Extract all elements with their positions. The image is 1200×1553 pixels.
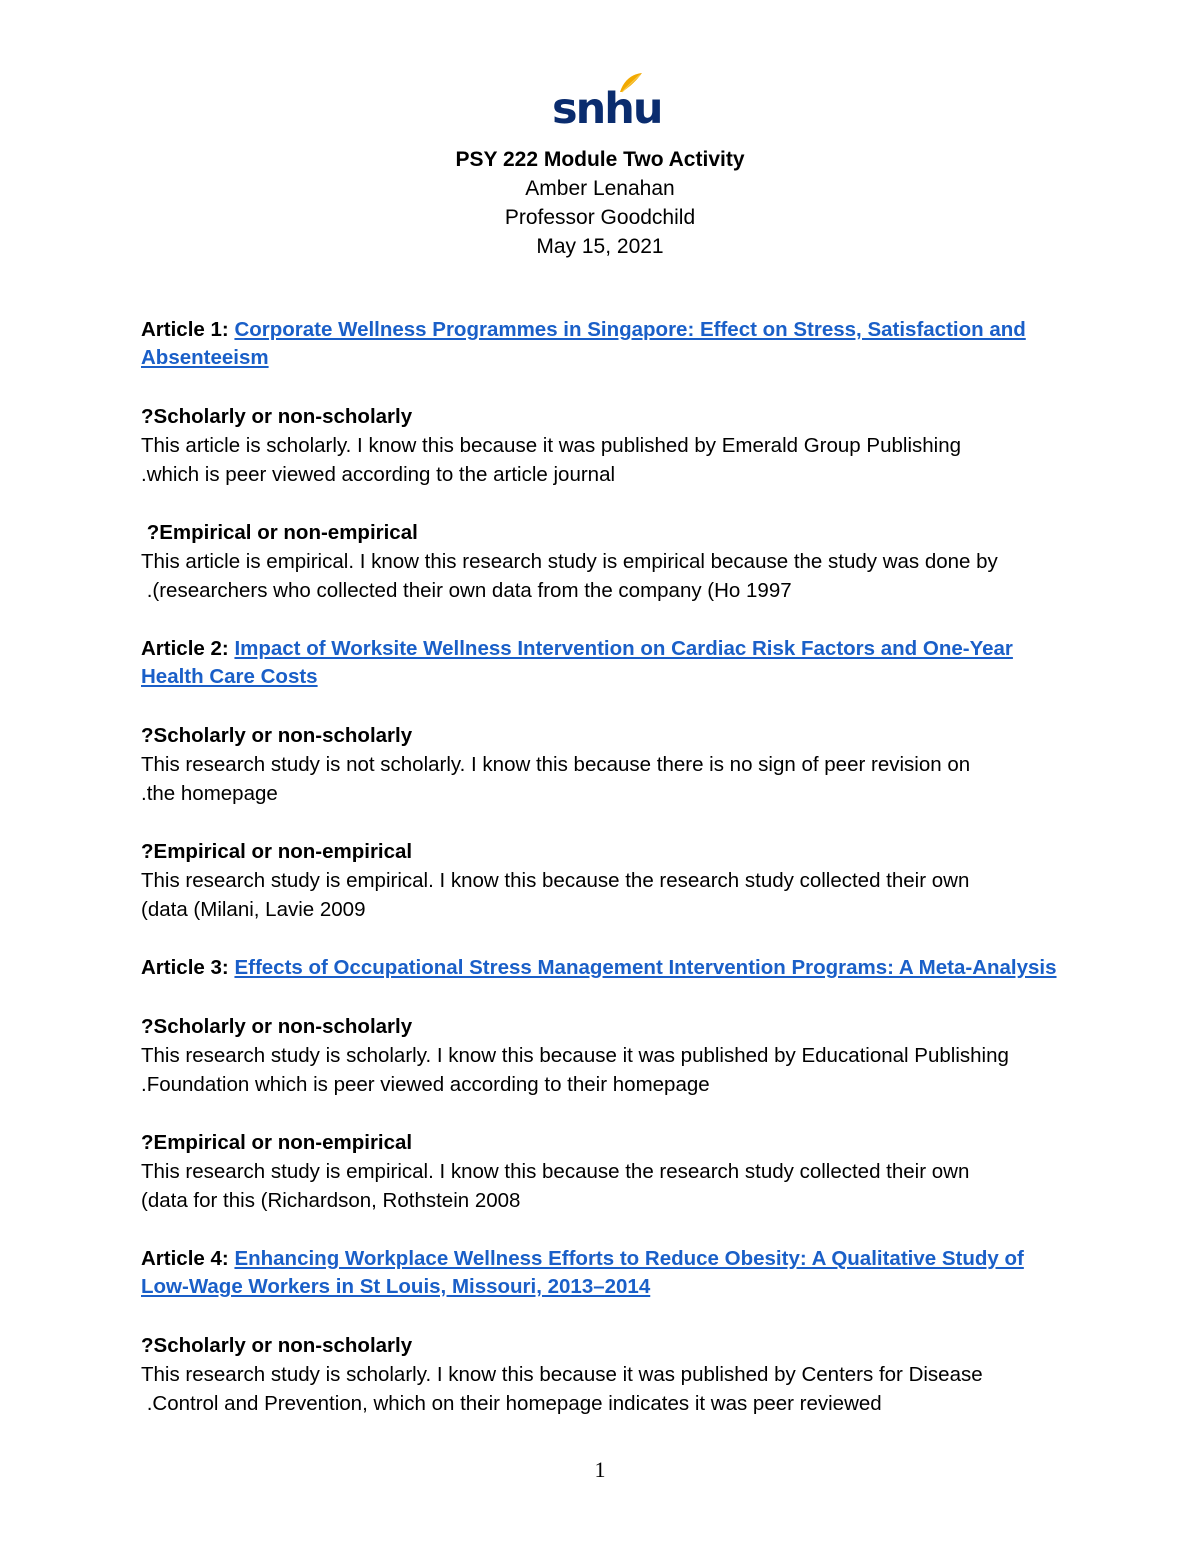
document-date: May 15, 2021: [536, 235, 664, 258]
article-label: Article 4:: [141, 1247, 229, 1270]
scholarly-answer-line: .Control and Prevention, which on their homepage indicates it was peer reviewed: [141, 1392, 882, 1415]
empirical-question: ?Empirical or non-empirical: [141, 840, 413, 863]
author-name: Amber Lenahan: [525, 177, 675, 200]
scholarly-question: ?Scholarly or non-scholarly: [141, 724, 413, 747]
scholarly-answer-line: .the homepage: [141, 782, 278, 805]
scholarly-question: ?Scholarly or non-scholarly: [141, 405, 413, 428]
article-1-heading: [141, 316, 1061, 372]
scholarly-answer-line: .Foundation which is peer viewed according to their homepage: [141, 1073, 710, 1096]
empirical-answer-line: .(researchers who collected their own data from the company (Ho 1997: [141, 579, 792, 602]
article-4-link[interactable]: Enhancing Workplace Wellness Efforts to Reduce Obesity: A Qualitative Study of Low-Wage Workers in St Louis, Missouri, 2013–2014: [141, 1247, 1024, 1298]
scholarly-answer-line: This research study is scholarly. I know this because it was published by Educational Publishing: [141, 1044, 1009, 1067]
article-2-scholarly: [141, 722, 1061, 808]
snhu-logo: [550, 72, 662, 136]
scholarly-question: ?Scholarly or non-scholarly: [141, 1334, 413, 1357]
article-4-scholarly: [141, 1332, 1061, 1418]
article-label: Article 3:: [141, 956, 229, 979]
empirical-answer-line: (data (Milani, Lavie 2009: [141, 898, 366, 921]
article-1-empirical: [141, 519, 1061, 605]
logo-wordmark: snhu: [552, 84, 662, 134]
scholarly-answer-line: This research study is scholarly. I know this because it was published by Centers for Disease: [141, 1363, 983, 1386]
page-number: 1: [594, 1457, 606, 1482]
scholarly-answer-line: .which is peer viewed according to the article journal: [141, 463, 616, 486]
article-3-empirical: [141, 1129, 1061, 1215]
scholarly-answer-line: This research study is not scholarly. I know this because there is no sign of peer revision on: [141, 753, 971, 776]
article-1-link[interactable]: Corporate Wellness Programmes in Singapore: Effect on Stress, Satisfaction and Absenteeism: [141, 318, 1026, 369]
article-2-heading: [141, 635, 1061, 691]
document-body: [141, 316, 1061, 1448]
empirical-question: ?Empirical or non-empirical: [141, 521, 418, 544]
article-3-scholarly: [141, 1013, 1061, 1099]
article-3-link[interactable]: Effects of Occupational Stress Management Intervention Programs: A Meta-Analysis: [234, 956, 1057, 979]
article-label: Article 2:: [141, 637, 229, 660]
article-2-empirical: [141, 838, 1061, 924]
article-4-heading: [141, 1245, 1061, 1301]
scholarly-answer-line: This article is scholarly. I know this because it was published by Emerald Group Publishing: [141, 434, 961, 457]
document-header: [0, 145, 1200, 261]
empirical-answer-line: This research study is empirical. I know this because the research study collected their own: [141, 869, 970, 892]
empirical-answer-line: This research study is empirical. I know this because the research study collected their own: [141, 1160, 970, 1183]
article-3-heading: [141, 954, 1061, 982]
article-2-link[interactable]: Impact of Worksite Wellness Intervention on Cardiac Risk Factors and One-Year Health Care Costs: [141, 637, 1013, 688]
empirical-answer-line: This article is empirical. I know this research study is empirical because the study was done by: [141, 550, 998, 573]
article-label: Article 1:: [141, 318, 229, 341]
professor-name: Professor Goodchild: [504, 206, 696, 229]
empirical-answer-line: (data for this (Richardson, Rothstein 2008: [141, 1189, 521, 1212]
article-1-scholarly: [141, 403, 1061, 489]
document-title: PSY 222 Module Two Activity: [455, 148, 745, 171]
empirical-question: ?Empirical or non-empirical: [141, 1131, 413, 1154]
scholarly-question: ?Scholarly or non-scholarly: [141, 1015, 413, 1038]
